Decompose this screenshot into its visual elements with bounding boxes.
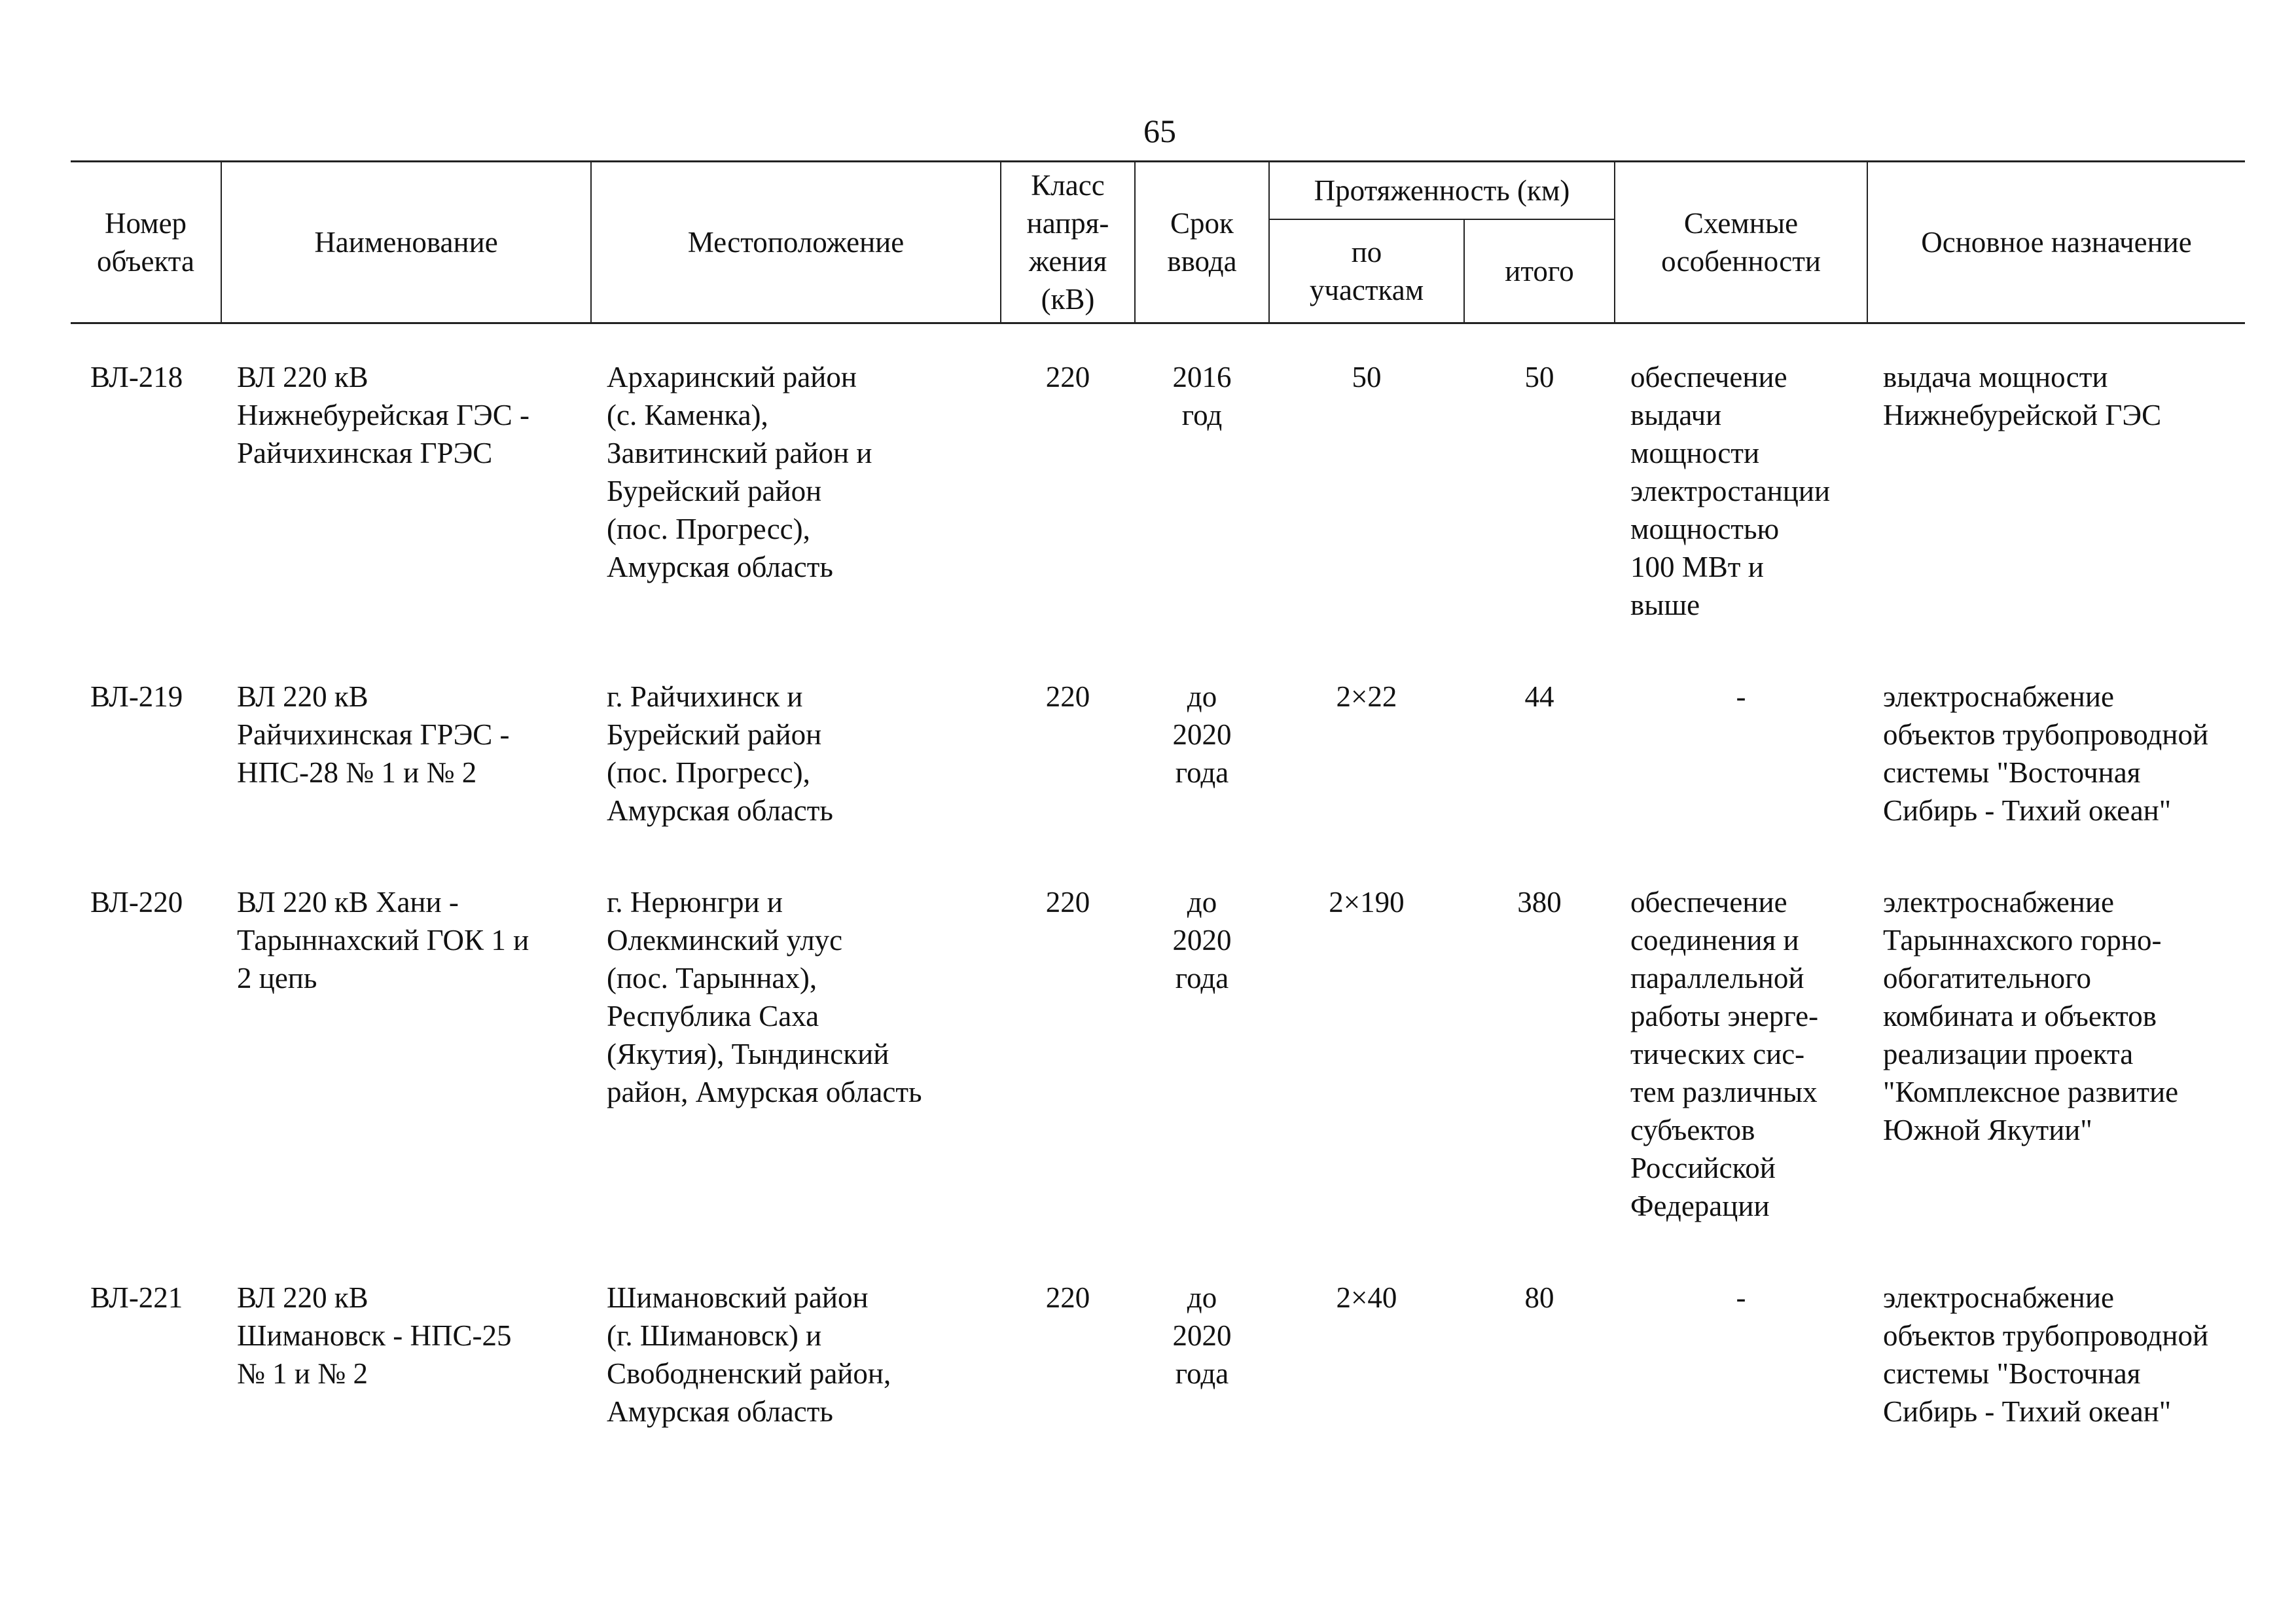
cell-number: ВЛ-218 (90, 361, 183, 393)
table-row (71, 678, 2245, 883)
cell-by-sections: 2×190 (1329, 886, 1405, 919)
cell-voltage: 220 (1045, 680, 1090, 713)
power-lines-table-wrapper (71, 160, 2245, 1484)
cell-scheme: - (1736, 1281, 1746, 1314)
cell-scheme: - (1736, 680, 1746, 713)
cell-by-sections: 50 (1352, 361, 1382, 393)
table-row (71, 1279, 2245, 1484)
cell-purpose: электроснабжение объектов трубопроводной системы "Восточная Сибирь - Тихий океан" (1883, 1281, 2209, 1428)
cell-by-sections: 2×22 (1336, 680, 1397, 713)
cell-total: 44 (1524, 680, 1554, 713)
cell-scheme: обеспечение соединения и параллельной работы энерге- тических сис- тем различных субъектов Российской Федерации (1630, 886, 1819, 1222)
table-header (71, 162, 2245, 323)
cell-voltage: 220 (1045, 1281, 1090, 1314)
cell-scheme: обеспечение выдачи мощности электростанции мощностью 100 МВт и выше (1630, 361, 1831, 621)
header-total: итого (1464, 219, 1615, 323)
cell-voltage: 220 (1045, 361, 1090, 393)
header-purpose: Основное назначение (1867, 162, 2245, 323)
table-body (71, 323, 2245, 1485)
header-location: Местоположение (591, 162, 1001, 323)
cell-term: до 2020 года (1172, 1281, 1232, 1390)
cell-purpose: электроснабжение объектов трубопроводной системы "Восточная Сибирь - Тихий океан" (1883, 680, 2209, 827)
cell-total: 50 (1524, 361, 1554, 393)
header-length-group: Протяженность (км) (1269, 162, 1615, 219)
cell-term: до 2020 года (1172, 680, 1232, 789)
table-row (71, 358, 2245, 678)
cell-number: ВЛ-219 (90, 680, 183, 713)
page-number: 65 (1143, 113, 1176, 149)
cell-number: ВЛ-221 (90, 1281, 183, 1314)
power-lines-table (71, 160, 2245, 1484)
cell-name: ВЛ 220 кВ Райчихинская ГРЭС - НПС-28 № 1 и № 2 (237, 680, 510, 789)
cell-term: до 2020 года (1172, 886, 1232, 994)
cell-name: ВЛ 220 кВ Нижнебурейская ГЭС - Райчихинская ГРЭС (237, 361, 530, 469)
header-term: Срок ввода (1135, 162, 1269, 323)
cell-location: г. Нерюнгри и Олекминский улус (пос. Тарыннах), Республика Саха (Якутия), Тындинский район, Амурская область (607, 886, 922, 1108)
cell-name: ВЛ 220 кВ Хани - Тарыннахский ГОК 1 и 2 цепь (237, 886, 529, 994)
header-name: Наименование (221, 162, 591, 323)
header-number: Номер объекта (71, 162, 221, 323)
cell-purpose: электроснабжение Тарыннахского горно- обогатительного комбината и объектов реализации проекта "Комплексное развитие Южной Якутии" (1883, 886, 2179, 1146)
cell-location: Шимановский район (г. Шимановск) и Свободненский район, Амурская область (607, 1281, 891, 1428)
cell-purpose: выдача мощности Нижнебурейской ГЭС (1883, 361, 2162, 431)
cell-location: Архаринский район (с. Каменка), Завитинский район и Бурейский район (пос. Прогресс), Амурская область (607, 361, 872, 583)
header-by-sections: по участкам (1269, 219, 1464, 323)
cell-number: ВЛ-220 (90, 886, 183, 919)
header-scheme: Схемные особенности (1615, 162, 1867, 323)
cell-term: 2016 год (1172, 361, 1232, 431)
cell-total: 380 (1517, 886, 1562, 919)
cell-by-sections: 2×40 (1336, 1281, 1397, 1314)
table-row (71, 883, 2245, 1279)
cell-location: г. Райчихинск и Бурейский район (пос. Прогресс), Амурская область (607, 680, 833, 827)
cell-voltage: 220 (1045, 886, 1090, 919)
cell-name: ВЛ 220 кВ Шимановск - НПС-25 № 1 и № 2 (237, 1281, 512, 1390)
cell-total: 80 (1524, 1281, 1554, 1314)
header-voltage: Класс напря- жения (кВ) (1001, 162, 1135, 323)
